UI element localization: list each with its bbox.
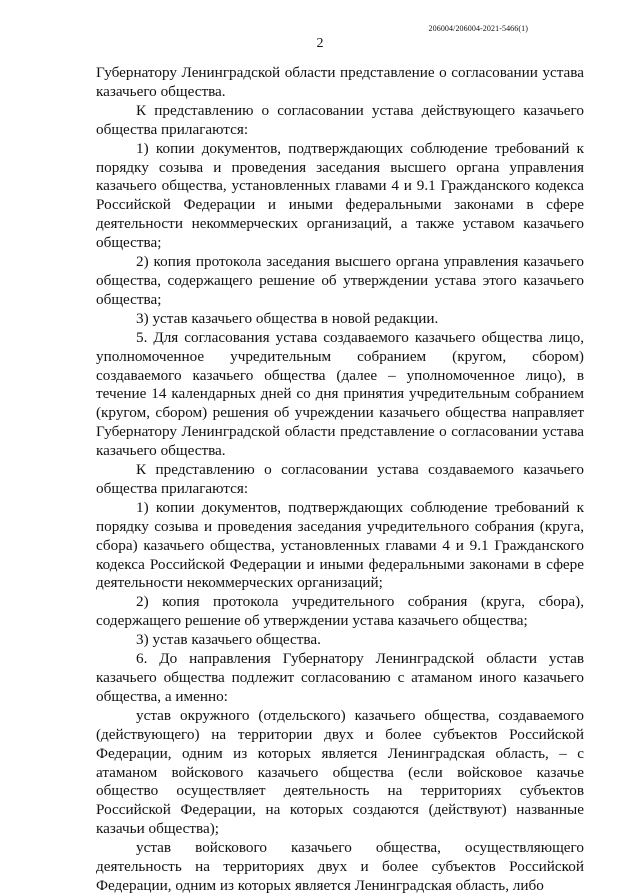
paragraph-attachments-new-item-2: 2) копия протокола учредительного собрания (круга, сбора), содержащего решение об утверждении устава казачьего общества; bbox=[96, 593, 584, 630]
paragraph-military-society: устав войскового казачьего общества, осуществляющего деятельность на территориях двух и более субъектов Российской Федерации, одним из которых является Ленинградская область, либо bbox=[96, 839, 584, 894]
paragraph-continuation: Губернатору Ленинградской области представление о согласовании устава казачьего общества. bbox=[96, 64, 584, 100]
document-body bbox=[96, 64, 584, 896]
document-id: 206004/206004-2021-5466(1) bbox=[428, 24, 528, 33]
paragraph-attachments-existing-intro: К представлению о согласовании устава действующего казачьего общества прилагаются: bbox=[96, 101, 584, 138]
paragraph-attachments-existing-item-3: 3) устав казачьего общества в новой редакции. bbox=[136, 309, 439, 327]
paragraph-attachments-new-intro: К представлению о согласовании устава создаваемого казачьего общества прилагаются: bbox=[96, 461, 584, 497]
paragraph-clause-6: 6. До направления Губернатору Ленинградской области устав казачьего общества подлежит согласованию с атаманом иного казачьего общества, а именно: bbox=[96, 650, 584, 705]
page-number: 2 bbox=[316, 36, 324, 51]
paragraph-attachments-new-item-3: 3) устав казачьего общества. bbox=[136, 631, 321, 649]
paragraph-attachments-existing-item-2: 2) копия протокола заседания высшего органа управления казачьего общества, содержащего решение об утверждении устава этого казачьего общества; bbox=[96, 253, 584, 308]
paragraph-district-society: устав окружного (отдельского) казачьего общества, создаваемого (действующего) на территории двух и более субъектов Российской Федерации, одним из которых является Ленинградская область, – с атаманом войскового казачьего общества (если войсковое казачье общество осуществляет деятельность на территориях субъектов Российской Федерации, на которых создаются (действуют) названные казачьи общества); bbox=[96, 706, 584, 838]
paragraph-attachments-existing-item-1: 1) копии документов, подтверждающих соблюдение требований к порядку созыва и проведения заседания высшего органа управления казачьего общества, установленных главами 4 и 9.1 Гражданского кодекса Российской Федерации и иными федеральными законами в сфере деятельности некоммерческих организаций, а также уставом казачьего общества; bbox=[96, 139, 584, 252]
paragraph-attachments-new-item-1: 1) копии документов, подтверждающих соблюдение требований к порядку созыва и проведения заседания учредительного собрания (круга, сбора) казачьего общества, установленных главами 4 и 9.1 Гражданского кодекса Российской Федерации и иными федеральными законами в сфере деятельности некоммерческих организаций; bbox=[96, 498, 584, 592]
paragraph-clause-5: 5. Для согласования устава создаваемого казачьего общества лицо, уполномоченное учредительным собранием (кругом, сбором) создаваемого казачьего общества (далее – уполномоченное лицо), в течение 14 календарных дней со дня принятия учредительным собранием (кругом, сбором) решения об учреждении казачьего общества направляет Губернатору Ленинградской области представление о согласовании устава казачьего общества. bbox=[96, 328, 584, 460]
